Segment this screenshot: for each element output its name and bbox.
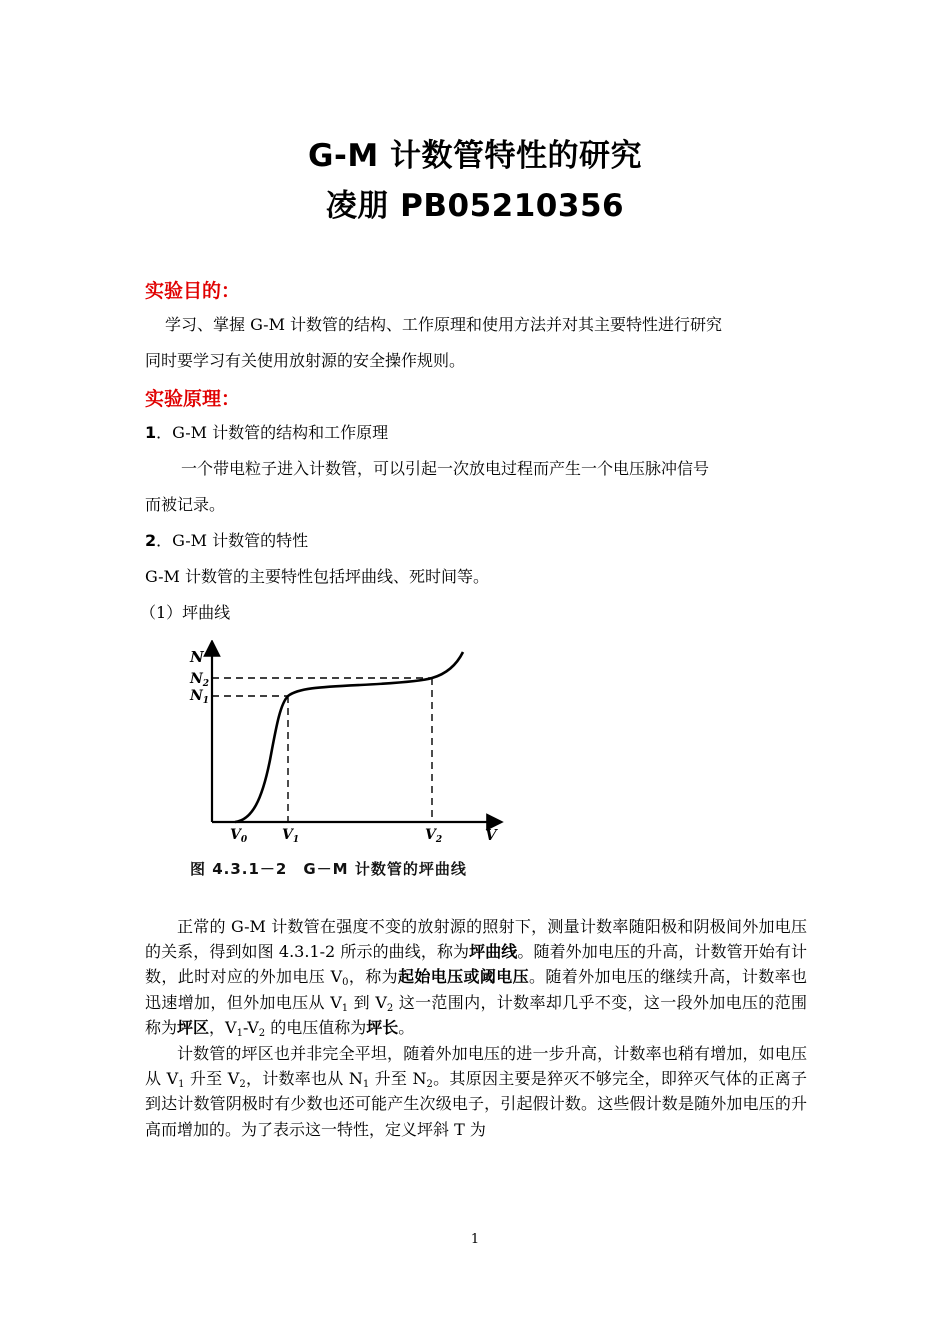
purpose-heading: 实验目的： <box>145 280 241 302</box>
item1-text-line1: 一个带电粒子进入计数管，可以引起一次放电过程而产生一个电压脉冲信号 <box>181 459 710 478</box>
page-number: 1 <box>470 1232 480 1247</box>
item2-number: 2 <box>145 531 157 550</box>
term-plateau-curve: 坪曲线 <box>469 942 518 962</box>
purpose-text-line1: 学习、掌握 G-M 计数管的结构、工作原理和使用方法并对其主要特性进行研究 <box>165 315 723 334</box>
paragraph-plateau-curve: 正常的 G-M 计数管在强度不变的放射源的照射下，测量计数率随阳极和阴极间外加电压的关系，得到如图 4.3.1-2 所示的曲线，称为坪曲线。随着外加电压的升高，计数管开始有计数，此时对应的外加电压 $V_0$，称为起始电压或阈电压。随着外加电压的继续升高，计数率也迅速增加，但外加电压从 $V_1$ 到 $V_2$ 这一范围内，计数率却几乎不变，这一段外加电压的范围称为坪区，$V_1-V_2$ 的电压值称为坪长。 <box>145 917 807 1039</box>
x-tick-v0: $V_0$ <box>230 827 248 845</box>
plateau-curve-figure <box>180 640 510 850</box>
principle-heading: 实验原理： <box>145 388 241 410</box>
term-plateau-length: 坪长 <box>366 1017 399 1037</box>
term-plateau-region: 坪区 <box>177 1017 210 1037</box>
item1-number: 1 <box>145 423 157 442</box>
y-axis-label: N <box>190 648 204 666</box>
author-line: 凌朋 PB05210356 <box>325 188 625 224</box>
subsection-plateau-title: （1）坪曲线 <box>140 603 231 622</box>
item1-heading <box>145 420 388 443</box>
item1-text-line2: 而被记录。 <box>145 495 226 514</box>
x-tick-v1: $V_1$ <box>282 827 300 845</box>
figure-caption: 图 4.3.1－2 G－M 计数管的坪曲线 <box>190 860 467 878</box>
item2-title: ．G-M 计数管的特性 <box>156 531 309 550</box>
term-threshold-voltage: 起始电压或阈电压 <box>398 967 529 987</box>
item2-heading <box>145 528 308 551</box>
page-title: G-M 计数管特性的研究 <box>308 138 642 174</box>
item2-text: G-M 计数管的主要特性包括坪曲线、死时间等。 <box>145 567 489 586</box>
x-axis-label: V <box>485 826 497 844</box>
y-tick-n2: $N_2$ <box>190 671 210 689</box>
item1-title: ．G-M 计数管的结构和工作原理 <box>156 423 389 442</box>
y-tick-n1: $N_1$ <box>190 688 210 706</box>
x-tick-v2: $V_2$ <box>425 827 443 845</box>
paragraph-plateau-slope: 计数管的坪区也并非完全平坦，随着外加电压的进一步升高，计数率也稍有增加，如电压从 $V_1$ 升至 $V_2$，计数率也从 $N_1$ 升至 $N_2$。其原因主要是猝灭不够完全，即猝灭气体的正离子到达计数管阴极时有少数也还可能产生次级电子，引起假计数。这些假计数是随外加电压的升高而增加的。为了表示这一特性，定义坪斜 T 为 <box>145 1044 807 1139</box>
purpose-text-line2: 同时要学习有关使用放射源的安全操作规则。 <box>145 351 466 370</box>
